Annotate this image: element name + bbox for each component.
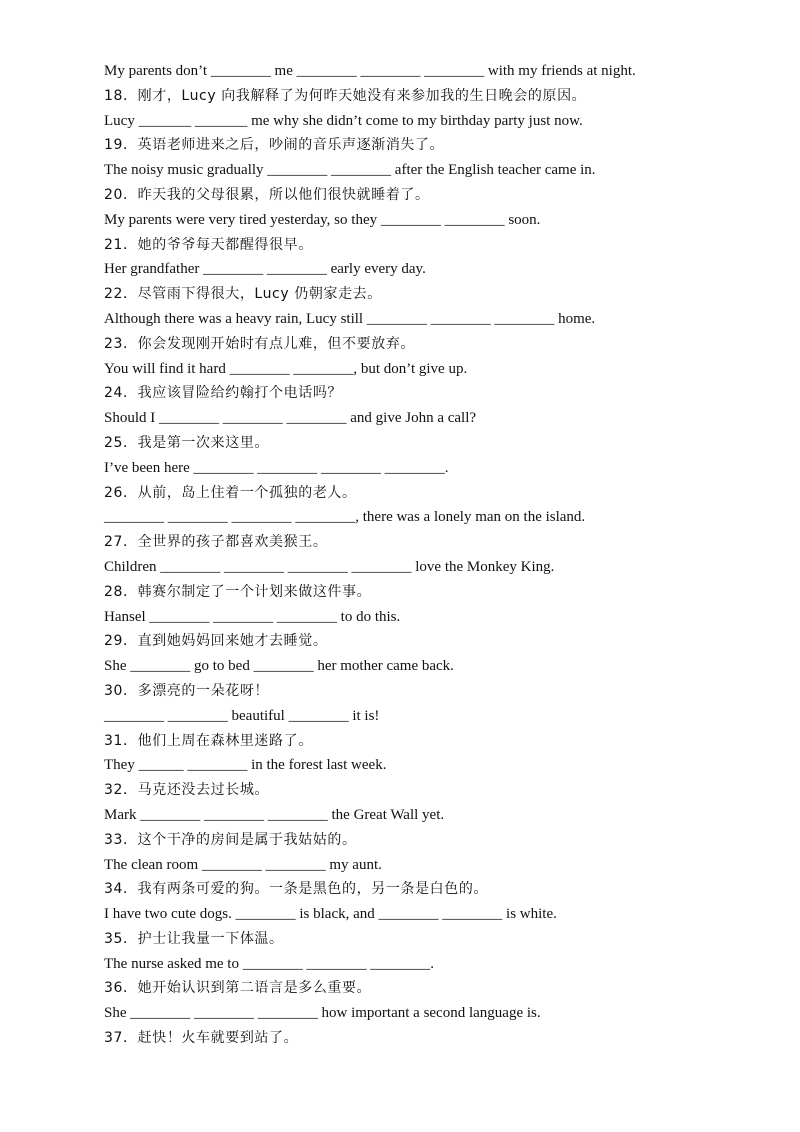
question-sentence-english: She ________ go to bed ________ her mother came back. <box>104 658 454 675</box>
question-sentence-english: My parents were very tired yesterday, so they ________ ________ soon. <box>104 211 541 228</box>
question-prompt-chinese: 35．护士让我量一下体温。 <box>104 930 284 947</box>
question-sentence-english: Lucy _______ _______ me why she didn’t come to my birthday party just now. <box>104 112 583 129</box>
question-prompt-chinese: 24．我应该冒险给约翰打个电话吗？ <box>104 385 343 402</box>
question-prompt-chinese: 19．英语老师进来之后，吵闹的音乐声逐渐消失了。 <box>104 137 445 154</box>
question-prompt-chinese: 30．多漂亮的一朵花呀！ <box>104 682 270 699</box>
question-prompt-chinese: 20．昨天我的父母很累，所以他们很快就睡着了。 <box>104 186 430 203</box>
question-prompt-chinese: 26．从前，岛上住着一个孤独的老人。 <box>104 484 357 501</box>
question-sentence-english: They ______ ________ in the forest last week. <box>104 757 387 774</box>
question-sentence-english: I have two cute dogs. ________ is black, and ________ ________ is white. <box>104 906 557 923</box>
question-prompt-chinese: 25．我是第一次来这里。 <box>104 434 270 451</box>
question-sentence-english: ________ ________ beautiful ________ it is! <box>104 707 380 724</box>
question-prompt-chinese: 18．刚才，Lucy 向我解释了为何昨天她没有来参加我的生日晚会的原因。 <box>104 87 587 104</box>
question-prompt-chinese: 34．我有两条可爱的狗。一条是黑色的，另一条是白色的。 <box>104 881 489 898</box>
question-prompt-chinese: 27．全世界的孩子都喜欢美猴王。 <box>104 534 328 551</box>
question-prompt-chinese: 29．直到她妈妈回来她才去睡觉。 <box>104 633 328 650</box>
question-sentence-english: Mark ________ ________ ________ the Great Wall yet. <box>104 806 445 823</box>
question-sentence-english: The noisy music gradually ________ ________ after the English teacher came in. <box>104 162 596 179</box>
question-sentence-english: Children ________ ________ ________ ________ love the Monkey King. <box>104 558 555 575</box>
question-sentence-english: The nurse asked me to ________ ________ ________. <box>104 955 434 972</box>
question-prompt-chinese: 21．她的爷爷每天都醒得很早。 <box>104 236 313 253</box>
question-sentence-english: She ________ ________ ________ how important a second language is. <box>104 1005 541 1022</box>
question-sentence-english: Although there was a heavy rain, Lucy still ________ ________ ________ home. <box>104 310 596 327</box>
question-prompt-chinese: 32．马克还没去过长城。 <box>104 782 270 799</box>
question-prompt-chinese: 33．这个干净的房间是属于我姑姑的。 <box>104 831 357 848</box>
question-sentence-english: You will find it hard ________ ________, but don’t give up. <box>104 360 468 377</box>
worksheet-page <box>104 59 744 1051</box>
question-prompt-chinese: 36．她开始认识到第二语言是多么重要。 <box>104 980 372 997</box>
question-sentence-english: The clean room ________ ________ my aunt. <box>104 856 382 873</box>
question-sentence-english: Her grandfather ________ ________ early every day. <box>104 261 426 278</box>
question-sentence-english: Should I ________ ________ ________ and give John a call? <box>104 410 477 427</box>
question-sentence-english: ________ ________ ________ ________, there was a lonely man on the island. <box>104 509 586 526</box>
question-sentence-english: My parents don’t ________ me ________ ________ ________ with my friends at night. <box>104 63 636 79</box>
question-prompt-chinese: 23．你会发现刚开始时有点儿难，但不要放弃。 <box>104 335 416 352</box>
question-prompt-chinese: 28．韩赛尔制定了一个计划来做这件事。 <box>104 583 372 600</box>
question-prompt-chinese: 22．尽管雨下得很大，Lucy 仍朝家走去。 <box>104 286 382 303</box>
question-prompt-chinese: 31．他们上周在森林里迷路了。 <box>104 732 313 749</box>
question-sentence-english: Hansel ________ ________ ________ to do this. <box>104 608 401 625</box>
question-prompt-chinese: 37．赶快！火车就要到站了。 <box>104 1030 299 1047</box>
question-sentence-english: I’ve been here ________ ________ ________ ________. <box>104 459 449 476</box>
